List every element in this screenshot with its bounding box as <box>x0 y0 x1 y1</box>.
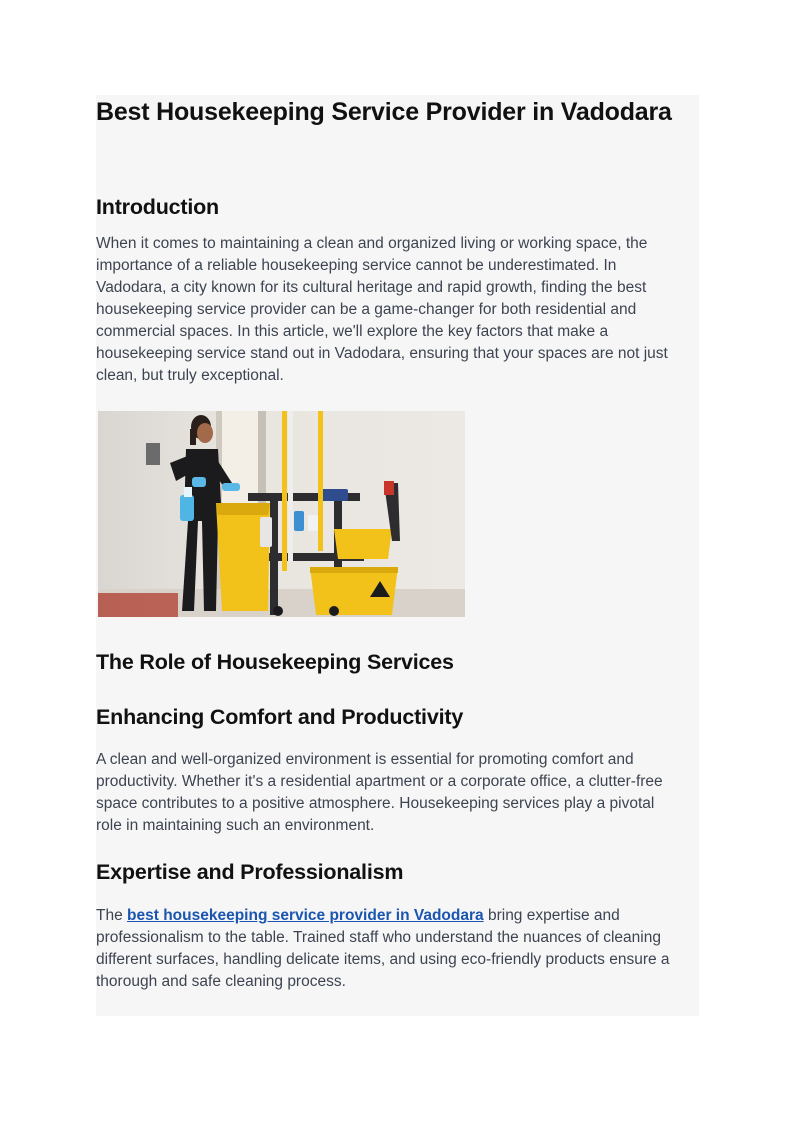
heading-introduction: Introduction <box>96 195 219 219</box>
provider-link[interactable]: best housekeeping service provider in Vadodara <box>127 907 484 924</box>
intro-line: importance of a reliable housekeeping service cannot be underestimated. In <box>96 257 617 274</box>
intro-line: When it comes to maintaining a clean and organized living or working space, the <box>96 235 648 252</box>
comfort-paragraph <box>96 749 696 837</box>
housekeeper-cart-icon <box>98 411 465 617</box>
intro-line: housekeeping service provider can be a game-changer for both residential and <box>96 301 637 318</box>
intro-paragraph <box>96 233 696 387</box>
page-title: Best Housekeeping Service Provider in Vadodara <box>96 98 672 126</box>
expertise-prefix: The <box>96 907 128 924</box>
heading-enhancing-comfort: Enhancing Comfort and Productivity <box>96 705 464 729</box>
intro-line: commercial spaces. In this article, we'll explore the key factors that make a <box>96 323 609 340</box>
expertise-suffix: bring expertise and <box>483 907 620 924</box>
expertise-paragraph <box>96 905 696 993</box>
intro-line: housekeeping service stand out in Vadodara, ensuring that your spaces are not just <box>96 345 668 362</box>
expertise-line: professionalism to the table. Trained staff who understand the nuances of cleaning <box>96 929 661 946</box>
heading-role-of-housekeeping: The Role of Housekeeping Services <box>96 650 454 674</box>
comfort-line: space contributes to a positive atmosphere. Housekeeping services play a pivotal <box>96 795 655 812</box>
expertise-line: thorough and safe cleaning process. <box>96 973 346 990</box>
comfort-line: productivity. Whether it's a residential apartment or a corporate office, a clutter-free <box>96 773 663 790</box>
heading-expertise: Expertise and Professionalism <box>96 860 404 884</box>
comfort-line: role in maintaining such an environment. <box>96 817 375 834</box>
intro-line: clean, but truly exceptional. <box>96 367 284 384</box>
intro-line: Vadodara, a city known for its cultural heritage and rapid growth, finding the best <box>96 279 647 296</box>
hero-image <box>98 411 465 617</box>
expertise-line <box>96 905 696 927</box>
comfort-line: A clean and well-organized environment is essential for promoting comfort and <box>96 751 634 768</box>
expertise-line: different surfaces, handling delicate items, and using eco-friendly products ensure a <box>96 951 670 968</box>
